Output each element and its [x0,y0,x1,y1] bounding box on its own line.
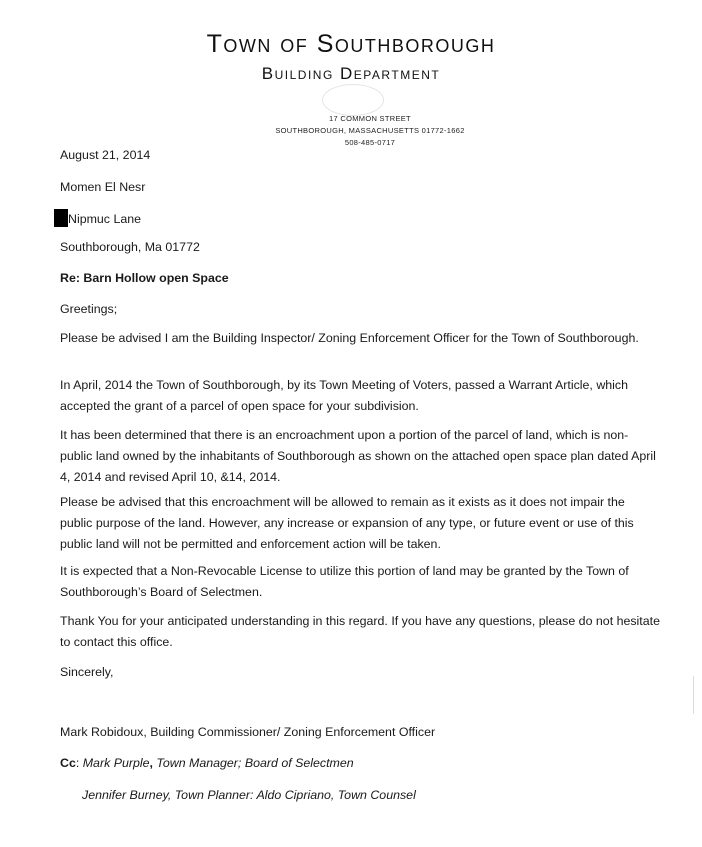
recipient-street-text: Nipmuc Lane [68,212,142,226]
faint-town-seal [322,84,384,116]
page-edge-mark [693,676,694,714]
cc-rest-1: Town Manager; Board of Selectmen [152,756,354,770]
recipient-street [60,209,141,227]
body-paragraph-3: It has been determined that there is an encroachment upon a portion of the parcel of land, which is non-public land owned by the inhabitants of Southborough as shown on the attached open space plan dated April 4, 2014 and revised April 10, &14, 2014. [60,428,656,484]
letter-greeting: Greetings; [60,302,118,316]
letter-closing: Sincerely, [60,665,114,679]
signature-line: Mark Robidoux, Building Commissioner/ Zoning Enforcement Officer [60,725,436,739]
cc-label: Cc [60,756,76,770]
cc-line-2: Jennifer Burney, Town Planner: Aldo Cipriano, Town Counsel [82,788,416,802]
recipient-city: Southborough, Ma 01772 [60,240,200,254]
letterhead-department: Building Department [261,64,441,83]
letterhead-city: SOUTHBOROUGH, MASSACHUSETTS 01772-1662 [275,126,465,135]
body-paragraph-1: Please be advised I am the Building Inspector/ Zoning Enforcement Officer for the Town of Southborough. [60,331,639,345]
cc-name-1: Mark Purple [82,756,150,770]
body-paragraph-2: In April, 2014 the Town of Southborough, by its Town Meeting of Voters, passed a Warrant Article, which accepted the grant of a parcel of open space for your subdivision. [60,378,628,413]
letter-date: August 21, 2014 [60,148,151,162]
letterhead-phone: 508-485-0717 [344,138,396,147]
letter-subject: Re: Barn Hollow open Space [60,271,229,285]
letterhead-town-name: Town of Southborough [206,30,496,58]
body-paragraph-5: It is expected that a Non-Revocable License to utilize this portion of land may be granted by the Town of Southborough’s Board of Selectmen. [60,564,629,599]
redacted-house-number [54,209,68,227]
body-paragraph-4: Please be advised that this encroachment will be allowed to remain as it exists as it does not impair the public purpose of the land. However, any increase or expansion of any type, or future event or use of this public land will not be permitted and enforcement action will be taken. [60,495,634,551]
cc-line-1: Cc: Mark Purple, Town Manager; Board of Selectmen [60,756,354,770]
body-paragraph-6: Thank You for your anticipated understanding in this regard. If you have any questions, please do not hesitate to contact this office. [60,614,660,649]
recipient-name: Momen El Nesr [60,180,146,194]
letterhead-street: 17 COMMON STREET [329,114,411,123]
